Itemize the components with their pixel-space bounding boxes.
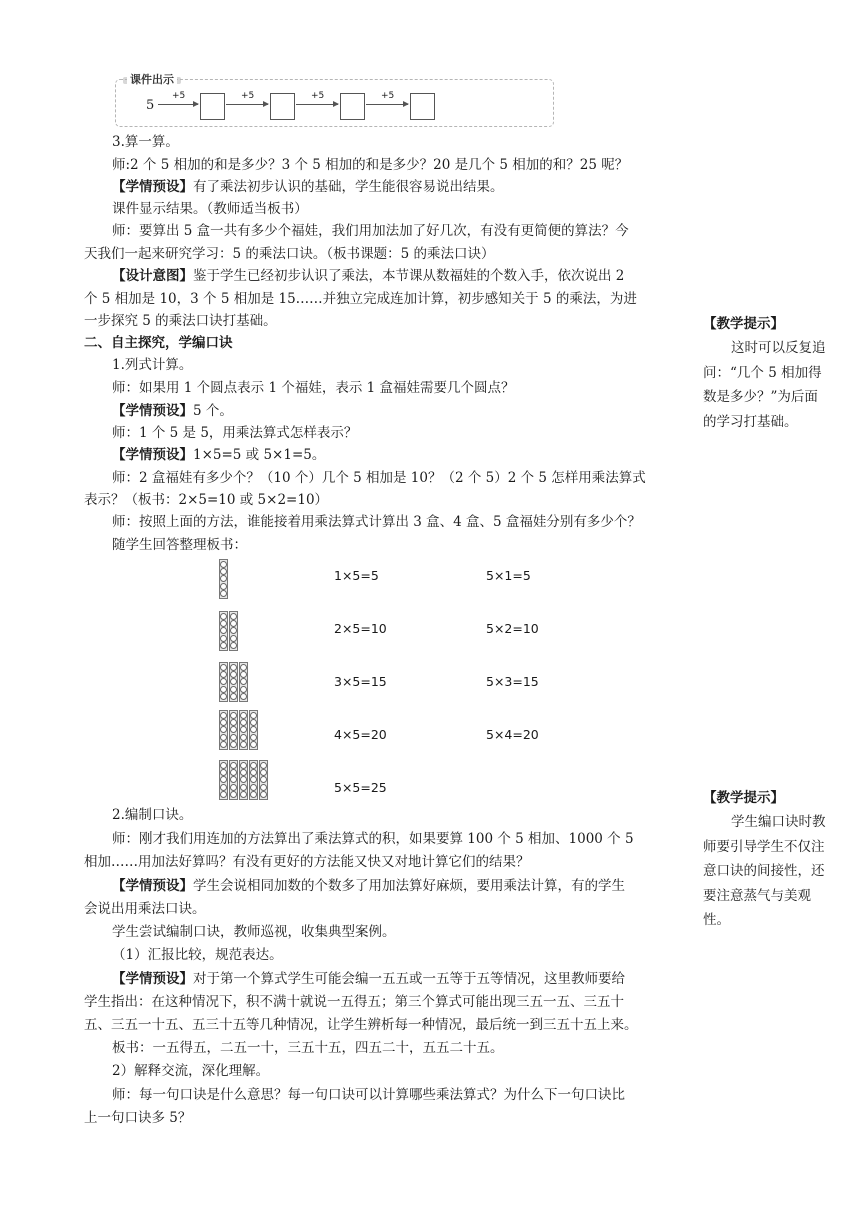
dot bbox=[240, 719, 247, 726]
sequence-step-label: +5 bbox=[381, 91, 395, 101]
dot bbox=[250, 762, 257, 769]
dot bbox=[240, 664, 247, 671]
dot-group bbox=[219, 710, 258, 750]
text-line: 个 5 相加是 10，3 个 5 相加是 15……并独立完成连加计算，初步感知关于 5 的乘法，为进 bbox=[84, 291, 637, 307]
dot bbox=[240, 671, 247, 678]
text-line: 3.算一算。 bbox=[112, 134, 179, 150]
dot bbox=[220, 642, 227, 649]
dot-column bbox=[229, 611, 238, 651]
dot bbox=[240, 734, 247, 741]
text-span: 有了乘法初步认识的基础，学生能很容易说出结果。 bbox=[193, 179, 504, 195]
text-line: 表示？（板书：2×5=10 或 5×2=10） bbox=[84, 492, 329, 508]
text-line: 板书：一五得五，二五一十，三五十五，四五二十，五五二十五。 bbox=[112, 1040, 504, 1056]
dot bbox=[230, 664, 237, 671]
dot bbox=[220, 762, 227, 769]
text-line bbox=[112, 445, 325, 465]
dot bbox=[240, 791, 247, 798]
side-note-title: 【教学提示】 bbox=[703, 790, 784, 806]
text-span: 鉴于学生已经初步认识了乘法，本节课从数福娃的个数入手，依次说出 2 bbox=[193, 268, 625, 284]
dot-column bbox=[239, 760, 248, 800]
text-line: 师：2 盒福娃有多少个？（10 个）几个 5 相加是 10？（2 个 5）2 个 5 怎样用乘法算式 bbox=[112, 470, 646, 486]
text-line bbox=[112, 969, 625, 989]
dot-column bbox=[239, 662, 248, 702]
dot bbox=[230, 671, 237, 678]
dot-column bbox=[229, 662, 238, 702]
dot bbox=[240, 762, 247, 769]
text-line: 师：每一句口诀是什么意思？每一句口诀可以计算哪些乘法算式？为什么下一句口诀比 bbox=[112, 1087, 625, 1103]
dot bbox=[260, 769, 267, 776]
dot-column bbox=[219, 559, 228, 599]
dot-column bbox=[259, 760, 268, 800]
dot-column bbox=[249, 760, 258, 800]
dot bbox=[240, 712, 247, 719]
section-heading: 二、自主探究，学编口诀 bbox=[84, 335, 233, 351]
tag-label: 【学情预设】 bbox=[112, 878, 193, 894]
dot bbox=[230, 762, 237, 769]
text-line: 师：1 个 5 是 5，用乘法算式怎样表示？ bbox=[112, 425, 358, 441]
sequence-arrow bbox=[366, 104, 408, 105]
text-line: 师：刚才我们用连加的方法算出了乘法算式的积，如果要算 100 个 5 相加、1000 个 5 bbox=[112, 831, 634, 847]
text-line bbox=[112, 876, 625, 896]
dot bbox=[260, 784, 267, 791]
equation: 5×4=20 bbox=[486, 727, 539, 742]
text-line bbox=[112, 177, 504, 197]
side-note-title: 【教学提示】 bbox=[703, 316, 784, 332]
dot bbox=[230, 642, 237, 649]
dot-group bbox=[219, 611, 238, 651]
dot bbox=[240, 678, 247, 685]
equation: 3×5=15 bbox=[334, 674, 387, 689]
tag-label: 【学情预设】 bbox=[112, 971, 193, 987]
dot bbox=[230, 719, 237, 726]
side-note bbox=[703, 314, 828, 434]
dot bbox=[220, 719, 227, 726]
text-line: 一步探究 5 的乘法口诀打基础。 bbox=[84, 313, 277, 329]
dot bbox=[230, 678, 237, 685]
dot bbox=[230, 769, 237, 776]
dot bbox=[220, 712, 227, 719]
dot bbox=[230, 693, 237, 700]
dot bbox=[220, 726, 227, 733]
dot bbox=[230, 741, 237, 748]
dot bbox=[240, 769, 247, 776]
dot bbox=[240, 784, 247, 791]
sequence-step-label: +5 bbox=[241, 91, 255, 101]
dot bbox=[230, 712, 237, 719]
text-line: 学生指出：在这种情况下，积不满十就说一五得五；第三个算式可能出现三五一五、三五十 bbox=[84, 994, 624, 1010]
dot bbox=[220, 590, 227, 597]
dot bbox=[260, 791, 267, 798]
dot bbox=[230, 613, 237, 620]
text-line: 师：如果用 1 个圆点表示 1 个福娃，表示 1 盒福娃需要几个圆点？ bbox=[112, 380, 515, 396]
side-note-text: 这时可以反复追问：“几个 5 相加得数是多少？”为后面的学习打基础。 bbox=[703, 340, 826, 430]
dot-column bbox=[229, 710, 238, 750]
dot bbox=[220, 561, 227, 568]
dot bbox=[230, 686, 237, 693]
dot-column bbox=[229, 760, 238, 800]
dot bbox=[240, 776, 247, 783]
dot-column bbox=[239, 710, 248, 750]
text-line: 2）解释交流，深化理解。 bbox=[112, 1063, 270, 1079]
sequence-arrow bbox=[296, 104, 338, 105]
dot-column bbox=[249, 710, 258, 750]
dot bbox=[220, 627, 227, 634]
equation: 5×1=5 bbox=[486, 568, 531, 583]
text-line bbox=[112, 401, 233, 421]
dot bbox=[220, 575, 227, 582]
text-line: 课件显示结果。（教师适当板书） bbox=[112, 201, 308, 217]
dot bbox=[250, 734, 257, 741]
dot bbox=[240, 693, 247, 700]
dot bbox=[250, 712, 257, 719]
text-span: 5 个。 bbox=[193, 403, 233, 419]
dot bbox=[220, 568, 227, 575]
dot bbox=[220, 741, 227, 748]
sequence-arrow bbox=[226, 104, 268, 105]
dot bbox=[220, 686, 227, 693]
sequence-start: 5 bbox=[146, 98, 155, 113]
dot bbox=[230, 620, 237, 627]
text-line: 五、三五一十五、五三十五等几种情况，让学生辨析每一种情况，最后统一到三五十五上来。 bbox=[84, 1017, 638, 1033]
text-line: （1）汇报比较，规范表达。 bbox=[112, 947, 283, 963]
text-line: 会说出用乘法口诀。 bbox=[84, 901, 206, 917]
dot bbox=[230, 726, 237, 733]
dot bbox=[220, 769, 227, 776]
dot bbox=[220, 776, 227, 783]
text-line: 师:2 个 5 相加的和是多少？3 个 5 相加的和是多少？20 是几个 5 相加的和？25 呢？ bbox=[112, 157, 629, 173]
text-line bbox=[112, 266, 624, 286]
dot bbox=[240, 726, 247, 733]
dot bbox=[220, 671, 227, 678]
dot-group bbox=[219, 559, 228, 599]
dot bbox=[220, 620, 227, 627]
sequence-step-label: +5 bbox=[172, 91, 186, 101]
sequence-blank-box bbox=[200, 93, 225, 120]
dot bbox=[230, 784, 237, 791]
dot bbox=[260, 762, 267, 769]
text-span: 对于第一个算式学生可能会编一五五或一五等于五等情况，这里教师要给 bbox=[193, 971, 625, 987]
equation: 2×5=10 bbox=[334, 621, 387, 636]
dot bbox=[220, 791, 227, 798]
text-line: 师：按照上面的方法，谁能接着用乘法算式计算出 3 盒、4 盒、5 盒福娃分别有多少个？ bbox=[112, 514, 641, 530]
dot-group bbox=[219, 760, 268, 800]
dot bbox=[220, 664, 227, 671]
text-line: 上一句口诀多 5？ bbox=[84, 1110, 192, 1126]
dot bbox=[260, 776, 267, 783]
dot bbox=[220, 635, 227, 642]
dot-column bbox=[219, 710, 228, 750]
sequence-blank-box bbox=[340, 93, 365, 120]
dot bbox=[230, 635, 237, 642]
dot bbox=[230, 791, 237, 798]
equation: 1×5=5 bbox=[334, 568, 379, 583]
dot bbox=[220, 693, 227, 700]
text-span: 1×5=5 或 5×1=5。 bbox=[193, 447, 326, 463]
text-line: 学生尝试编制口诀，教师巡视，收集典型案例。 bbox=[112, 924, 396, 940]
sequence-blank-box bbox=[410, 93, 435, 120]
equation: 5×3=15 bbox=[486, 674, 539, 689]
dot bbox=[250, 726, 257, 733]
dot bbox=[250, 776, 257, 783]
dot bbox=[240, 686, 247, 693]
equation: 5×5=25 bbox=[334, 780, 387, 795]
text-span: 学生会说相同加数的个数多了用加法算好麻烦，要用乘法计算，有的学生 bbox=[193, 878, 625, 894]
dot-group bbox=[219, 662, 248, 702]
text-line: 随学生回答整理板书： bbox=[112, 537, 247, 553]
dot-column bbox=[219, 611, 228, 651]
courseware-title: 课件出示 bbox=[127, 71, 177, 87]
tag-label: 【学情预设】 bbox=[112, 447, 193, 463]
side-note-text: 学生编口诀时教师要引导学生不仅注意口诀的间接性，还要注意蒸气与美观性。 bbox=[703, 814, 826, 928]
equation: 5×2=10 bbox=[486, 621, 539, 636]
text-line: 相加……用加法好算吗？有没有更好的方法能又快又对地计算它们的结果？ bbox=[84, 854, 530, 870]
sequence-step-label: +5 bbox=[311, 91, 325, 101]
tag-label: 【设计意图】 bbox=[112, 268, 193, 284]
text-line: 师：要算出 5 盒一共有多少个福娃，我们用加法加了好几次，有没有更简便的算法？今 bbox=[112, 223, 629, 239]
dot bbox=[250, 784, 257, 791]
text-line: 天我们一起来研究学习：5 的乘法口诀。（板书课题：5 的乘法口诀） bbox=[84, 246, 495, 262]
dot bbox=[230, 627, 237, 634]
text-line: 1.列式计算。 bbox=[112, 357, 193, 373]
dot bbox=[250, 719, 257, 726]
sequence-arrow bbox=[158, 104, 198, 105]
dot bbox=[250, 791, 257, 798]
dot bbox=[230, 734, 237, 741]
text-line: 2.编制口诀。 bbox=[112, 807, 193, 823]
dot bbox=[220, 583, 227, 590]
dot bbox=[220, 784, 227, 791]
dot-column bbox=[219, 760, 228, 800]
dot-column bbox=[219, 662, 228, 702]
sequence-blank-box bbox=[270, 93, 295, 120]
dot bbox=[220, 613, 227, 620]
dot bbox=[230, 776, 237, 783]
dot bbox=[250, 769, 257, 776]
dot bbox=[220, 734, 227, 741]
dot bbox=[220, 678, 227, 685]
tag-label: 【学情预设】 bbox=[112, 403, 193, 419]
equation: 4×5=20 bbox=[334, 727, 387, 742]
side-note bbox=[703, 788, 828, 933]
tag-label: 【学情预设】 bbox=[112, 179, 193, 195]
dot bbox=[240, 741, 247, 748]
dot bbox=[250, 741, 257, 748]
